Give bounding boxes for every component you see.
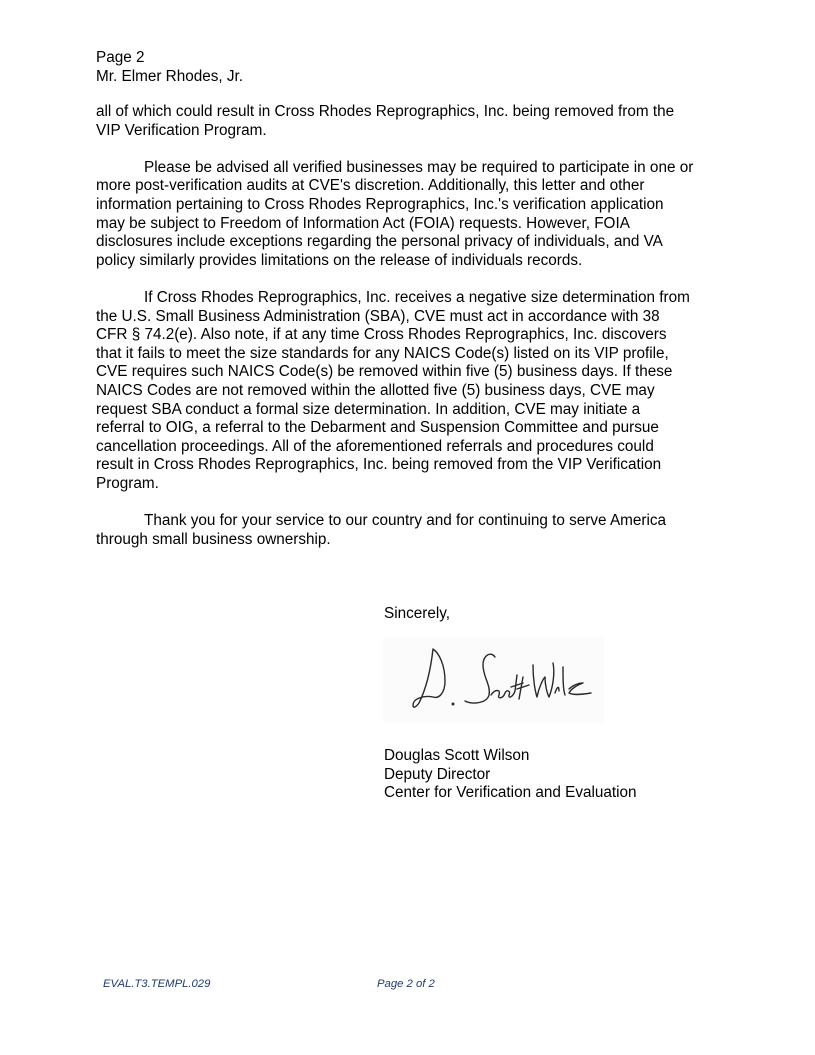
text-line: disclosures include exceptions regarding the personal privacy of individuals, and VA (96, 233, 663, 251)
text-line: through small business ownership. (96, 530, 331, 548)
text-line: more post-verification audits at CVE's discretion. Additionally, this letter and other (96, 177, 645, 195)
text-line: may be subject to Freedom of Information Act (FOIA) requests. However, FOIA (96, 214, 630, 232)
paragraph-size-determination (96, 289, 736, 494)
text-line: result in Cross Rhodes Reprographics, Inc. being removed from the VIP Verification (96, 456, 662, 474)
text-line: policy similarly provides limitations on the release of individuals records. (96, 251, 583, 269)
signatory-title: Deputy Director (384, 765, 491, 783)
text-line: the U.S. Small Business Administration (SBA), CVE must act in accordance with 38 (96, 307, 660, 325)
footer-document-id: EVAL.T3.TEMPL.029 (103, 978, 211, 990)
recipient-name: Mr. Elmer Rhodes, Jr. (96, 67, 244, 85)
letter-header (96, 49, 736, 86)
paragraph-continuation (96, 103, 736, 140)
footer-page-number: Page 2 of 2 (377, 978, 435, 990)
signatory-name: Douglas Scott Wilson (384, 747, 530, 764)
signature-image (383, 637, 604, 723)
signature-block (384, 747, 704, 803)
text-line: Please be advised all verified businesses may be required to participate in one or (144, 158, 694, 176)
text-line: information pertaining to Cross Rhodes Reprographics, Inc.'s verification application (96, 195, 664, 213)
signature-icon (383, 637, 604, 723)
text-line: Thank you for your service to our country and for continuing to serve America (144, 512, 667, 530)
paragraph-thank-you (96, 512, 736, 549)
text-line: If Cross Rhodes Reprographics, Inc. receives a negative size determination from (144, 288, 690, 306)
text-line: referral to OIG, a referral to the Debarment and Suspension Committee and pursue (96, 419, 659, 437)
paragraph-audits-foia (96, 159, 736, 271)
text-line: Program. (96, 474, 159, 492)
text-line: CFR § 74.2(e). Also note, if at any time Cross Rhodes Reprographics, Inc. discovers (96, 326, 667, 344)
text-line: NAICS Codes are not removed within the allotted five (5) business days, CVE may (96, 381, 655, 399)
text-line: VIP Verification Program. (96, 121, 267, 139)
letter-body (96, 103, 736, 568)
closing-salutation: Sincerely, (384, 605, 451, 622)
text-line: cancellation proceedings. All of the aforementioned referrals and procedures could (96, 437, 654, 455)
text-line: all of which could result in Cross Rhodes Reprographics, Inc. being removed from the (96, 103, 675, 120)
text-line: CVE requires such NAICS Code(s) be removed within five (5) business days. If these (96, 363, 673, 381)
text-line: request SBA conduct a formal size determination. In addition, CVE may initiate a (96, 400, 641, 418)
text-line: that it fails to meet the size standards for any NAICS Code(s) listed on its VIP profile, (96, 344, 669, 362)
page-label: Page 2 (96, 49, 145, 66)
signatory-organization: Center for Verification and Evaluation (384, 784, 637, 802)
